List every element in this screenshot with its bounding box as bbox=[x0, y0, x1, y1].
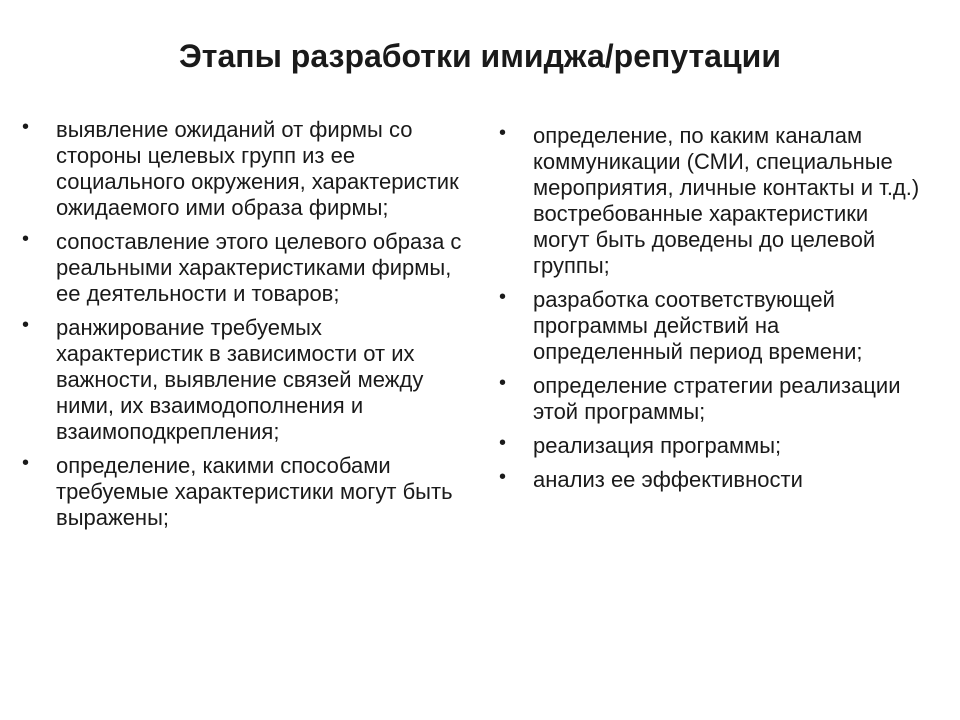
list-item-text: анализ ее эффективности bbox=[533, 467, 803, 492]
right-bullet-list bbox=[499, 122, 923, 501]
bullet-icon: • bbox=[499, 466, 507, 488]
bullet-icon: • bbox=[22, 116, 30, 138]
bullet-icon: • bbox=[499, 122, 507, 144]
list-item bbox=[499, 122, 923, 279]
list-item-text: определение стратегии реализации этой программы; bbox=[533, 373, 901, 424]
list-item bbox=[499, 466, 923, 493]
list-item-text: определение, какими способами требуемые характеристики могут быть выражены; bbox=[56, 453, 453, 530]
list-item-text: определение, по каким каналам коммуникации (СМИ, специальные мероприятия, личные контакты и т.д.) востребованные характеристики могут быть доведены до целевой группы; bbox=[533, 123, 920, 278]
list-item-text: сопоставление этого целевого образа с реальными характеристиками фирмы, ее деятельности и товаров; bbox=[56, 229, 462, 306]
list-item-text: разработка соответствующей программы действий на определенный период времени; bbox=[533, 287, 863, 364]
bullet-icon: • bbox=[499, 286, 507, 308]
bullet-icon: • bbox=[499, 432, 507, 454]
list-item-text: реализация программы; bbox=[533, 433, 782, 458]
list-item bbox=[22, 314, 471, 445]
bullet-icon: • bbox=[22, 452, 30, 474]
bullet-icon: • bbox=[499, 372, 507, 394]
bullet-icon: • bbox=[22, 314, 30, 336]
list-item bbox=[22, 452, 471, 531]
list-item-text: выявление ожиданий от фирмы со стороны целевых групп из ее социального окружения, характеристик ожидаемого ими образа фирмы; bbox=[56, 117, 459, 220]
list-item bbox=[499, 372, 923, 425]
list-item bbox=[499, 432, 923, 459]
bullet-icon: • bbox=[22, 228, 30, 250]
list-item bbox=[22, 228, 471, 307]
list-item bbox=[22, 116, 471, 221]
left-bullet-list bbox=[22, 116, 471, 539]
list-item-text: ранжирование требуемых характеристик в зависимости от их важности, выявление связей между ними, их взаимодополнения и взаимоподкрепления; bbox=[56, 315, 424, 444]
list-item bbox=[499, 286, 923, 365]
slide-title: Этапы разработки имиджа/репутации bbox=[179, 38, 781, 74]
